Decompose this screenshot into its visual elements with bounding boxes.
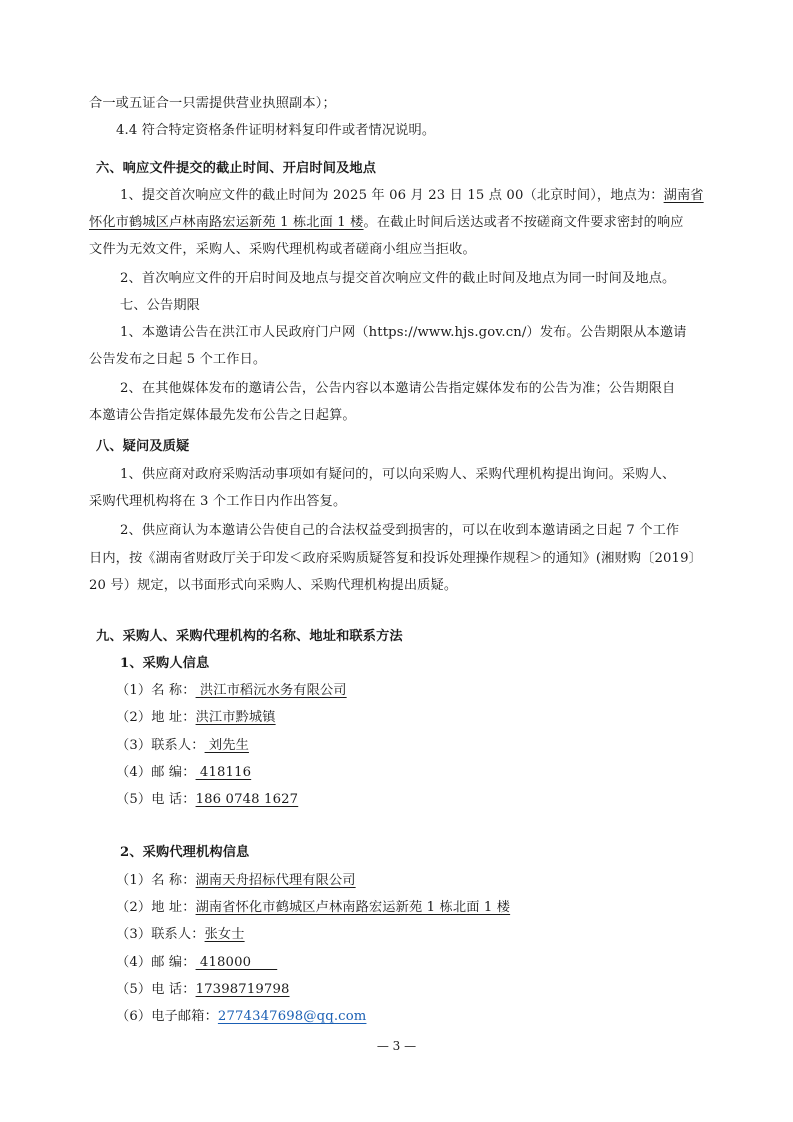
section7-p1-line2: 公告发布之日起 5 个工作日。: [89, 352, 267, 367]
purchaser-address-row: （2）地 址：洪江市黔城镇: [116, 710, 276, 725]
purchaser-name-value: 洪江市稻沅水务有限公司: [195, 683, 347, 698]
agency-address-row: （2）地 址：湖南省怀化市鹤城区卢林南路宏运新苑 1 栋北面 1 楼: [116, 900, 511, 915]
purchaser-heading: 1、采购人信息: [120, 656, 210, 671]
section8-p2-line2: 日内，按《湖南省财政厅关于印发＜政府采购质疑答复和投诉处理操作规程＞的通知》(湘财购〔2019〕: [89, 551, 702, 566]
agency-contact-row: （3）联系人：张女士: [116, 927, 245, 942]
section8-p2-line3: 20 号）规定，以书面形式向采购人、采购代理机构提出质疑。: [89, 578, 458, 593]
agency-tel-value: 17398719798: [195, 982, 290, 997]
purchaser-address-value: 洪江市黔城镇: [195, 710, 276, 725]
section8-p2-line1: 2、供应商认为本邀请公告使自己的合法权益受到损害的，可以在收到本邀请函之日起 7 个工作: [120, 523, 680, 538]
agency-address-value: 湖南省怀化市鹤城区卢林南路宏运新苑 1 栋北面 1 楼: [195, 900, 511, 915]
agency-email-row: （6）电子邮箱：2774347698@qq.com: [116, 1009, 367, 1024]
purchaser-contact-row: （3）联系人： 刘先生: [116, 738, 249, 753]
purchaser-name-row: （1）名 称： 洪江市稻沅水务有限公司: [116, 683, 347, 698]
purchaser-tel-value: 186 0748 1627: [195, 792, 299, 807]
purchaser-contact-value: 刘先生: [204, 738, 249, 753]
page-number: — 3 —: [376, 1039, 417, 1053]
item-4-4: 4.4 符合特定资格条件证明材料复印件或者情况说明。: [116, 123, 436, 138]
agency-name-row: （1）名 称：湖南天舟招标代理有限公司: [116, 873, 356, 888]
section7-p1-line1: 1、本邀请公告在洪江市人民政府门户网（https://www.hjs.gov.cn/）发布。公告期限从本邀请: [120, 325, 687, 340]
section6-heading: 六、响应文件提交的截止时间、开启时间及地点: [96, 161, 377, 176]
continuation-text: 合一或五证合一只需提供营业执照副本）；: [89, 96, 336, 111]
agency-name-value: 湖南天舟招标代理有限公司: [195, 873, 356, 888]
section7-p2-line2: 本邀请公告指定媒体最先发布公告之日起算。: [89, 408, 356, 423]
section7-heading: 七、公告期限: [120, 298, 201, 313]
agency-zip-row: （4）邮 编： 418000: [116, 955, 278, 970]
section8-p1-line1: 1、供应商对政府采购活动事项如有疑问的，可以向采购人、采购代理机构提出询问。采购人、: [120, 467, 676, 482]
section9-heading: 九、采购人、采购代理机构的名称、地址和联系方法: [96, 629, 403, 644]
section6-p2: 2、首次响应文件的开启时间及地点与提交首次响应文件的截止时间及地点为同一时间及地点。: [120, 271, 676, 286]
agency-contact-value: 张女士: [204, 927, 245, 942]
section6-p1-line3: 文件为无效文件，采购人、采购代理机构或者磋商小组应当拒收。: [89, 242, 476, 257]
section8-p1-line2: 采购代理机构将在 3 个工作日内作出答复。: [89, 494, 347, 509]
purchaser-zip-row: （4）邮 编： 418116: [116, 765, 252, 780]
submit-location-part2: 怀化市鹤城区卢林南路宏运新苑 1 栋北面 1 楼: [89, 215, 364, 230]
agency-email-link[interactable]: 2774347698@qq.com: [217, 1009, 367, 1024]
purchaser-tel-row: （5）电 话：186 0748 1627: [116, 792, 299, 807]
submit-location-part1: 湖南省: [663, 188, 704, 203]
purchaser-zip-value: 418116: [195, 765, 252, 780]
agency-tel-row: （5）电 话：17398719798: [116, 982, 290, 997]
agency-heading: 2、采购代理机构信息: [120, 845, 250, 860]
section6-p1-line1: 1、提交首次响应文件的截止时间为 2025 年 06 月 23 日 15 点 00（北京时间），地点为：湖南省: [120, 188, 704, 203]
section8-heading: 八、疑问及质疑: [96, 439, 190, 454]
section7-p2-line1: 2、在其他媒体发布的邀请公告，公告内容以本邀请公告指定媒体发布的公告为准；公告期限自: [120, 381, 676, 396]
agency-zip-value: 418000: [195, 955, 278, 970]
section6-p1-line2: 怀化市鹤城区卢林南路宏运新苑 1 栋北面 1 楼。在截止时间后送达或者不按磋商文件要求密封的响应: [89, 215, 684, 230]
